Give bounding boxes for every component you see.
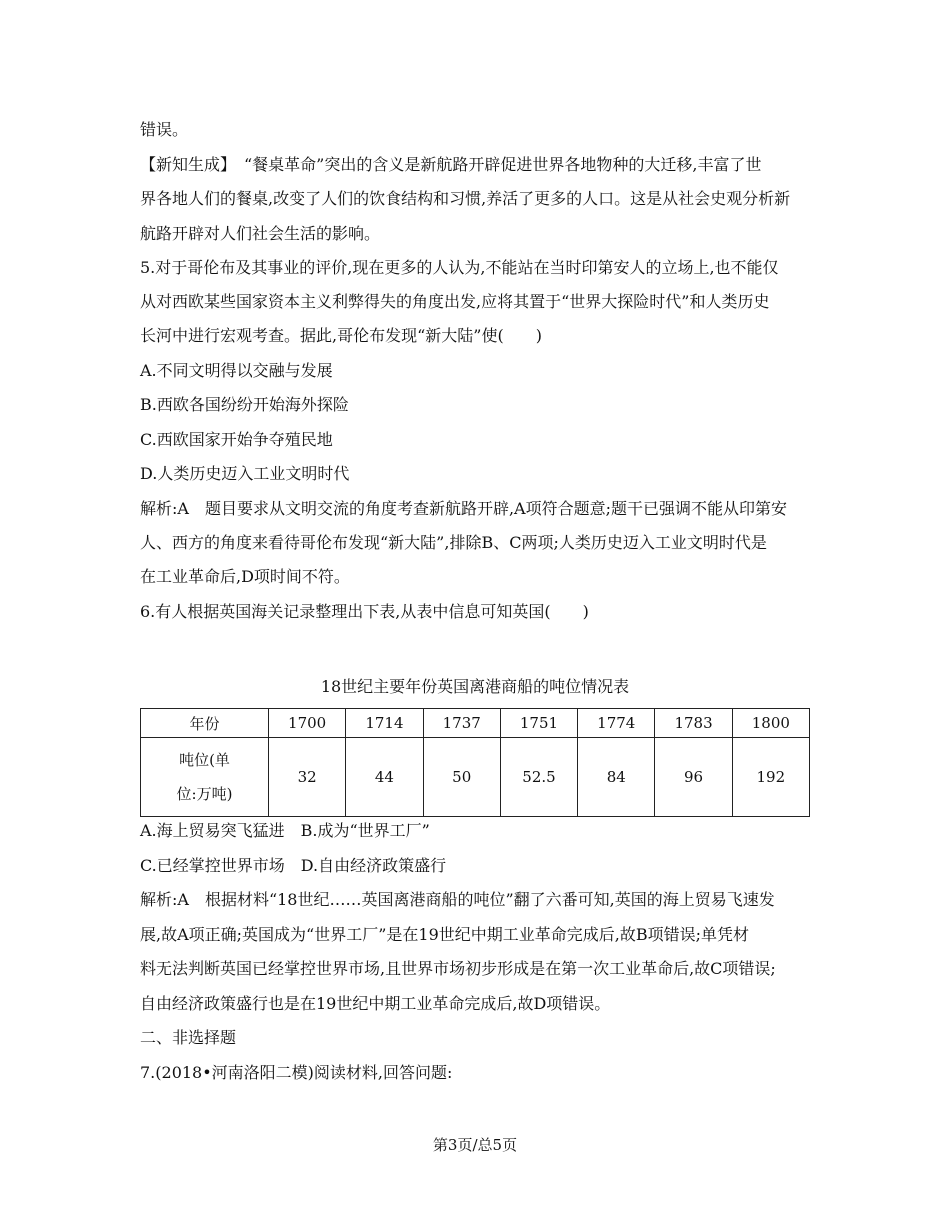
page-footer: 第3页/总5页 bbox=[432, 1136, 518, 1154]
text-line: 航路开辟对人们社会生活的影响。 bbox=[140, 224, 381, 243]
section-heading: 二、非选择题 bbox=[140, 1028, 237, 1047]
table-cell: 192 bbox=[732, 738, 809, 817]
text-line: 【新知生成】 “餐桌革命”突出的含义是新航路开辟促进世界各地物种的大迁移,丰富了世 bbox=[140, 155, 762, 174]
text-line: 从对西欧某些国家资本主义利弊得失的角度出发,应将其置于“世界大探险时代”和人类历史 bbox=[140, 292, 770, 311]
row-label-line: 位:万吨) bbox=[176, 785, 233, 803]
table-cell: 1774 bbox=[578, 709, 655, 738]
table-cell: 1737 bbox=[423, 709, 500, 738]
analysis-line: 解析:A 根据材料“18世纪……英国离港商船的吨位”翻了六番可知,英国的海上贸易飞速发 bbox=[140, 890, 775, 909]
question-7-stem: 7.(2018•河南洛阳二模)阅读材料,回答问题: bbox=[140, 1063, 453, 1082]
table-caption: 18世纪主要年份英国离港商船的吨位情况表 bbox=[320, 677, 630, 696]
text-line: 界各地人们的餐桌,改变了人们的饮食结构和习惯,养活了更多的人口。这是从社会史观分析新 bbox=[140, 189, 791, 208]
options-ab: A.海上贸易突飞猛进 B.成为“世界工厂” bbox=[140, 821, 430, 840]
text-line: 在工业革命后,D项时间不符。 bbox=[140, 567, 350, 586]
row-label-line: 吨位(单 bbox=[179, 751, 230, 769]
table-cell: 1800 bbox=[732, 709, 809, 738]
analysis-line: 解析:A 题目要求从文明交流的角度考查新航路开辟,A项符合题意;题干已强调不能从印第安 bbox=[140, 499, 787, 518]
table-header-cell bbox=[141, 738, 269, 817]
options-cd: C.已经掌控世界市场 D.自由经济政策盛行 bbox=[140, 856, 447, 875]
table-cell: 50 bbox=[423, 738, 500, 817]
table-cell: 96 bbox=[655, 738, 732, 817]
table-cell: 1700 bbox=[269, 709, 346, 738]
table-row bbox=[141, 738, 810, 817]
text-line: 展,故A项正确;英国成为“世界工厂”是在19世纪中期工业革命完成后,故B项错误;单凭材 bbox=[140, 925, 749, 944]
tonnage-table bbox=[140, 708, 810, 817]
table-cell: 1751 bbox=[500, 709, 577, 738]
text-line: 人、西方的角度来看待哥伦布发现“新大陆”,排除B、C两项;人类历史迈入工业文明时代是 bbox=[140, 533, 767, 552]
table-cell: 84 bbox=[578, 738, 655, 817]
option-c: C.西欧国家开始争夺殖民地 bbox=[140, 430, 333, 449]
option-b: B.西欧各国纷纷开始海外探险 bbox=[140, 395, 349, 414]
option-a: A.不同文明得以交融与发展 bbox=[140, 361, 333, 380]
table-cell: 1714 bbox=[346, 709, 423, 738]
table-cell: 44 bbox=[346, 738, 423, 817]
text-line: 错误。 bbox=[140, 120, 189, 139]
option-d: D.人类历史迈入工业文明时代 bbox=[140, 464, 350, 483]
table-header-cell: 年份 bbox=[141, 709, 269, 738]
table-cell: 52.5 bbox=[500, 738, 577, 817]
text-line: 料无法判断英国已经掌控世界市场,且世界市场初步形成是在第一次工业革命后,故C项错误; bbox=[140, 959, 776, 978]
text-line: 自由经济政策盛行也是在19世纪中期工业革命完成后,故D项错误。 bbox=[140, 994, 611, 1013]
question-6-stem: 6.有人根据英国海关记录整理出下表,从表中信息可知英国( ) bbox=[140, 602, 589, 621]
table-cell: 32 bbox=[269, 738, 346, 817]
table-row bbox=[141, 709, 810, 738]
text-line: 长河中进行宏观考查。据此,哥伦布发现“新大陆”使( ) bbox=[140, 326, 542, 345]
table-cell: 1783 bbox=[655, 709, 732, 738]
question-5-stem: 5.对于哥伦布及其事业的评价,现在更多的人认为,不能站在当时印第安人的立场上,也不能仅 bbox=[140, 258, 779, 277]
